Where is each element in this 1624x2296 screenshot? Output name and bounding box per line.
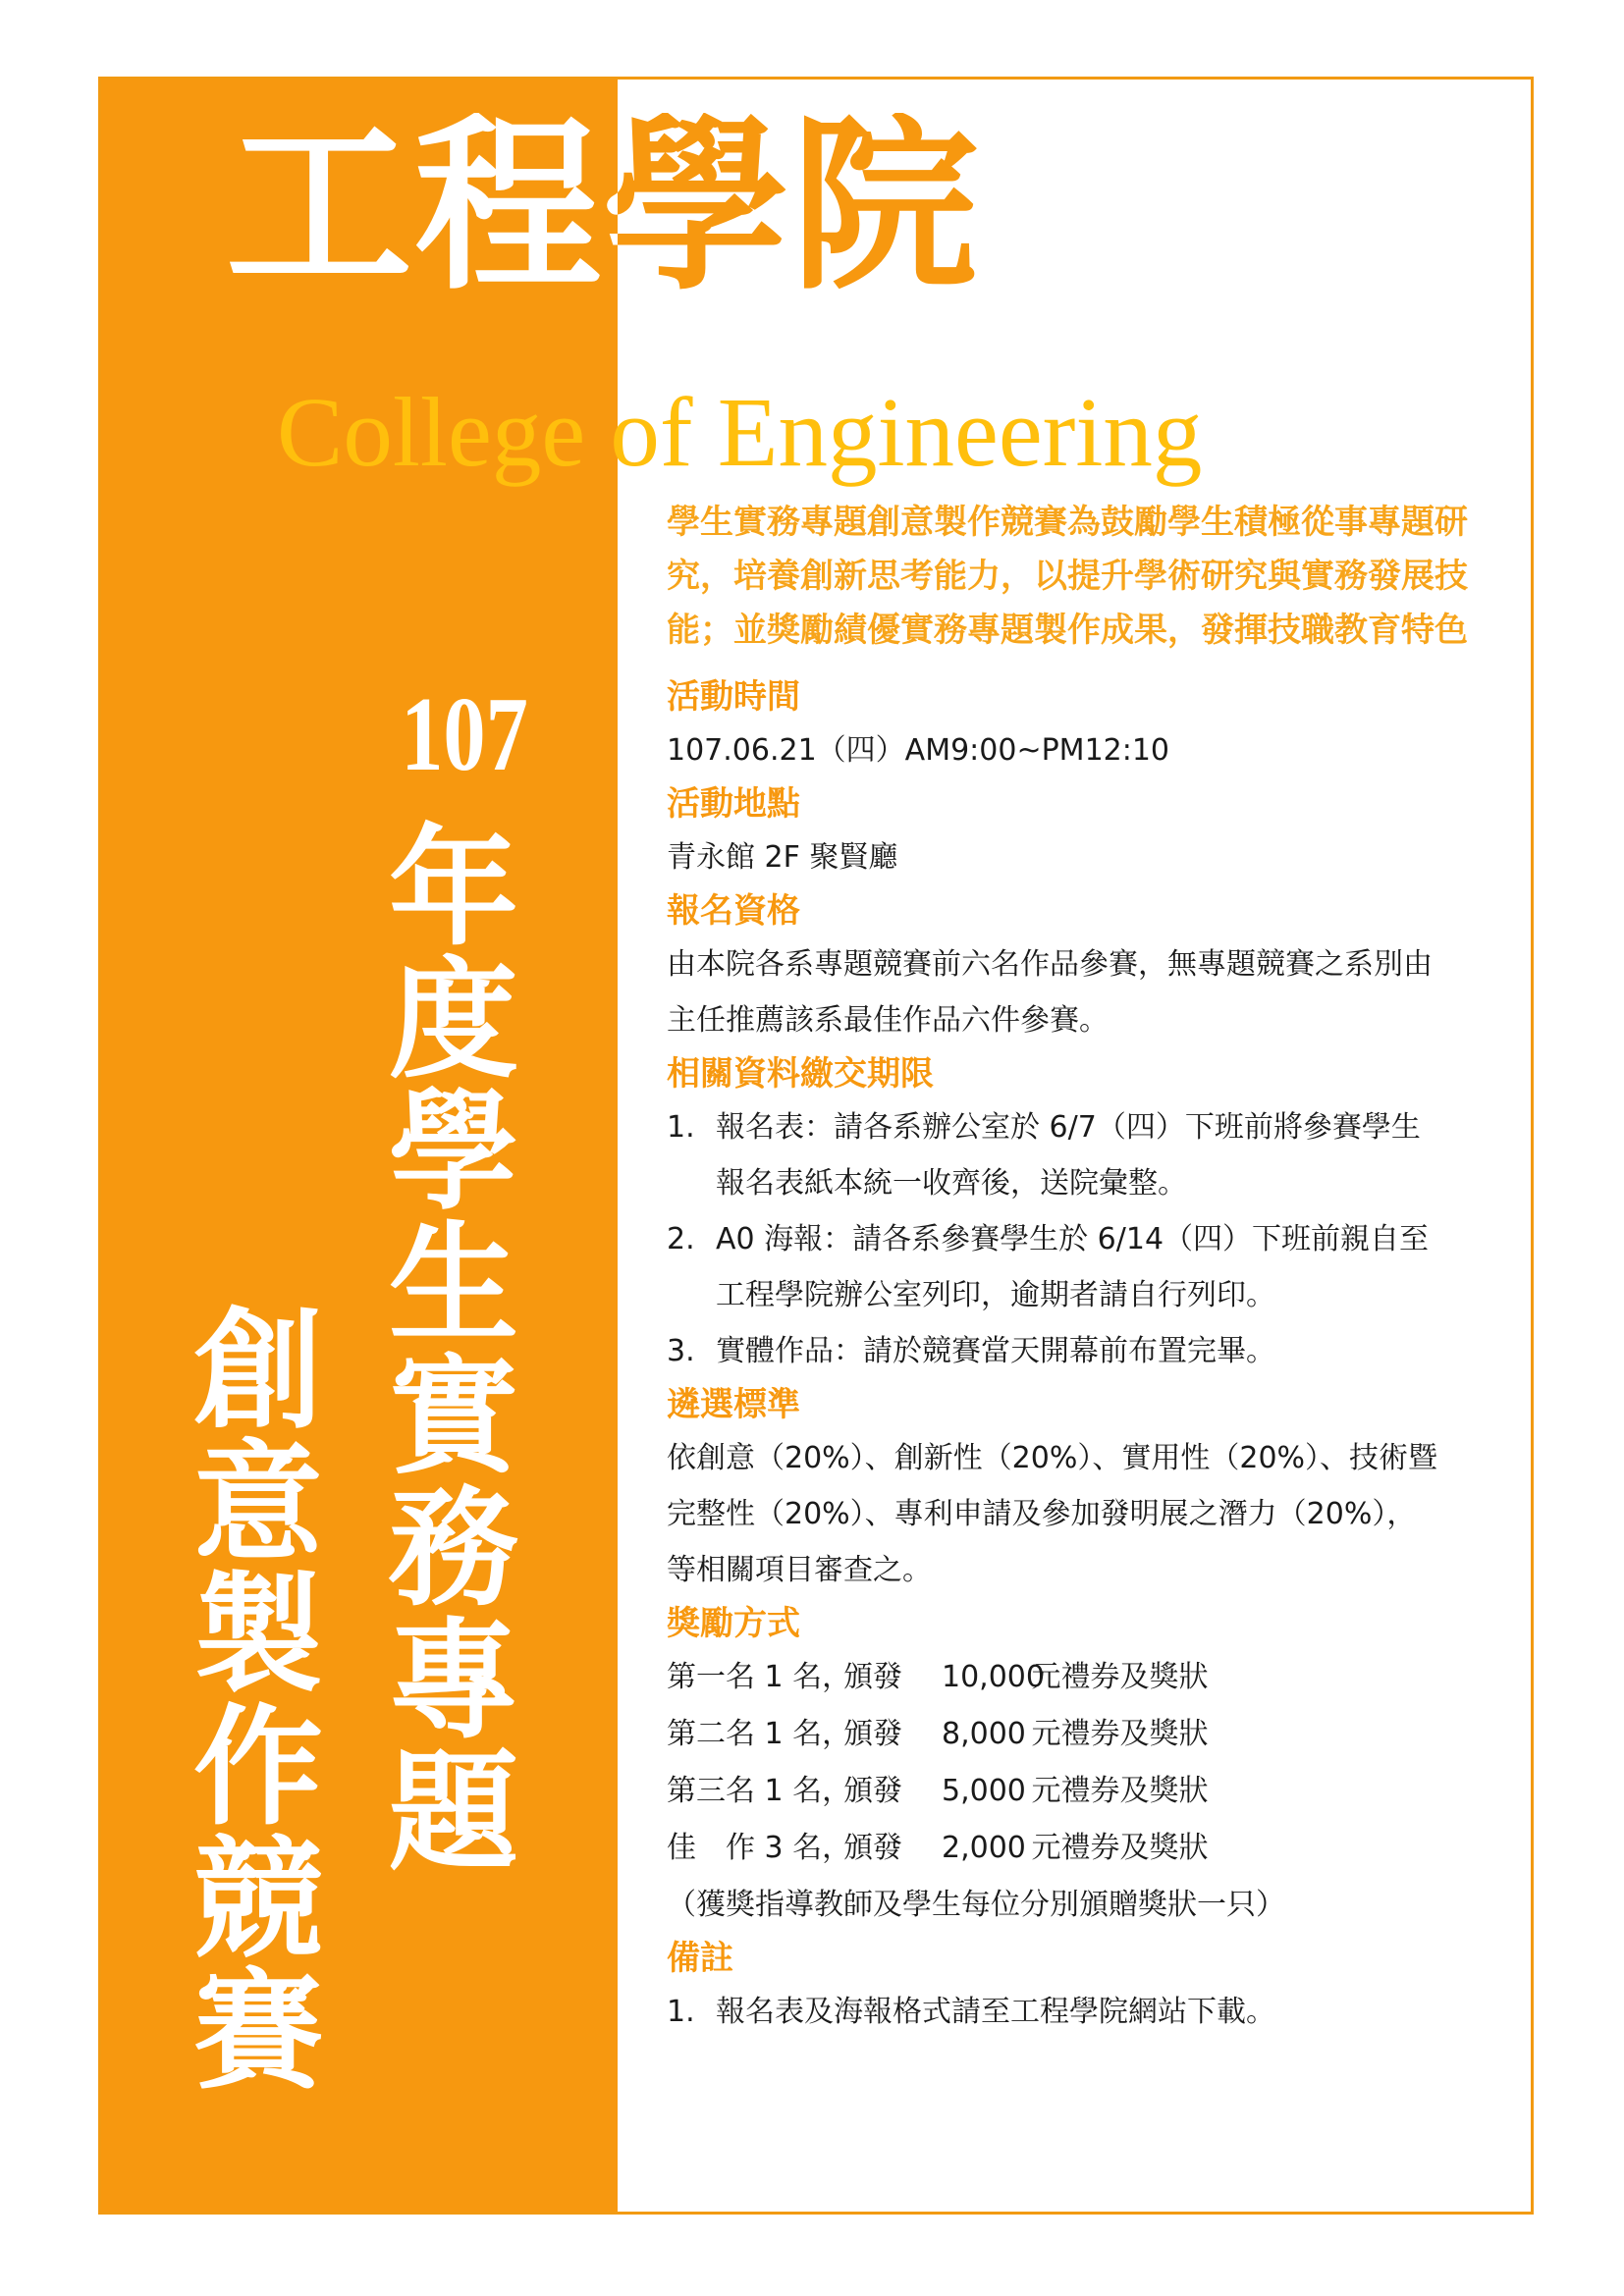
section-heading-location: 活動地點	[667, 784, 800, 824]
list-text: 報名表及海報格式請至工程學院網站下載。	[716, 1995, 1275, 2029]
list-text: 報名表紙本統一收齊後，送院彙整。	[716, 1166, 1187, 1201]
eligibility-line: 主任推薦該系最佳作品六件參賽。	[667, 1003, 1109, 1038]
list-number: 3.	[667, 1334, 695, 1368]
section-heading-deadlines: 相關資料繳交期限	[667, 1054, 934, 1094]
award-row	[667, 1820, 1531, 1877]
award-issue: 頒發	[843, 1831, 902, 1865]
award-row	[667, 1763, 1531, 1820]
award-name: 佳 作 3 名，	[667, 1831, 852, 1865]
college-title-zh: 工程學院	[226, 96, 981, 315]
intro-paragraph: 學生實務專題創意製作競賽為鼓勵學生積極從事專題研究，培養創新思考能力，以提升學術研究與實務發展技能；並獎勵績優實務專題製作成果，發揮技職教育特色	[667, 503, 1468, 650]
title-char: 度	[389, 943, 518, 1096]
title-char: 專	[389, 1604, 518, 1757]
award-issue: 頒發	[843, 1660, 902, 1694]
title-char: 務	[389, 1472, 518, 1626]
title-char: 作	[193, 1690, 323, 1843]
title-char: 年	[389, 812, 518, 964]
list-text: 工程學院辦公室列印，逾期者請自行列印。	[716, 1278, 1275, 1312]
list-text: 報名表：請各系辦公室於 6/7（四）下班前將參賽學生	[716, 1110, 1421, 1145]
title-char: 製	[193, 1559, 323, 1712]
list-number: 2.	[667, 1222, 695, 1256]
section-heading-awards: 獎勵方式	[667, 1604, 800, 1643]
award-unit: 元禮券及獎狀	[1031, 1831, 1209, 1865]
eligibility-line: 由本院各系專題競賽前六名作品參賽，無專題競賽之系別由	[667, 947, 1433, 982]
award-amount: 10,000	[942, 1660, 1045, 1694]
award-name: 第二名 1 名，	[667, 1717, 852, 1751]
section-heading-remarks: 備註	[667, 1939, 733, 1978]
deadline-item	[667, 1323, 1531, 1379]
section-heading-time: 活動時間	[667, 677, 800, 717]
vertical-title-line-1	[380, 812, 527, 1890]
award-unit: 元禮券及獎狀	[1031, 1660, 1209, 1694]
title-char: 意	[193, 1426, 323, 1579]
list-number: 1.	[667, 1995, 695, 2029]
vertical-title-line-2	[185, 1295, 332, 2109]
section-heading-criteria: 遴選標準	[667, 1385, 800, 1424]
award-row	[667, 1649, 1531, 1706]
award-amount: 8,000	[942, 1717, 1026, 1751]
event-time: 107.06.21（四）AM9:00~PM12:10	[667, 733, 1170, 768]
title-char: 學	[389, 1076, 518, 1229]
list-text: A0 海報：請各系參賽學生於 6/14（四）下班前親自至	[716, 1222, 1430, 1256]
award-amount: 2,000	[942, 1831, 1026, 1865]
criteria-line: 完整性（20%）、專利申請及參加發明展之潛力（20%），	[667, 1497, 1417, 1531]
list-text: 實體作品：請於競賽當天開幕前布置完畢。	[716, 1334, 1275, 1368]
title-char: 題	[389, 1736, 518, 1890]
section-heading-eligibility: 報名資格	[667, 891, 800, 931]
title-char: 競	[193, 1823, 323, 1976]
award-issue: 頒發	[843, 1774, 902, 1808]
awards-note: （獲獎指導教師及學生每位分別頒贈獎狀一只）	[667, 1888, 1285, 1922]
award-name: 第一名 1 名，	[667, 1660, 852, 1694]
title-char: 賽	[193, 1955, 323, 2109]
title-char: 實	[389, 1340, 518, 1493]
content-column	[667, 496, 1531, 2040]
remark-item	[667, 1984, 1531, 2040]
criteria-line: 依創意（20%）、創新性（20%）、實用性（20%）、技術暨	[667, 1441, 1438, 1475]
award-amount: 5,000	[942, 1774, 1026, 1808]
award-row	[667, 1706, 1531, 1763]
deadline-item	[667, 1211, 1531, 1323]
event-year: 107	[401, 676, 528, 793]
title-char: 生	[389, 1207, 518, 1361]
event-location: 青永館 2F 聚賢廳	[667, 840, 898, 875]
award-unit: 元禮券及獎狀	[1031, 1717, 1209, 1751]
deadline-item	[667, 1099, 1531, 1211]
award-unit: 元禮券及獎狀	[1031, 1774, 1209, 1808]
award-name: 第三名 1 名，	[667, 1774, 852, 1808]
award-issue: 頒發	[843, 1717, 902, 1751]
criteria-line: 等相關項目審查之。	[667, 1553, 932, 1587]
title-char: 創	[193, 1295, 323, 1447]
list-number: 1.	[667, 1110, 695, 1145]
college-title-en: College of Engineering	[277, 377, 1203, 487]
